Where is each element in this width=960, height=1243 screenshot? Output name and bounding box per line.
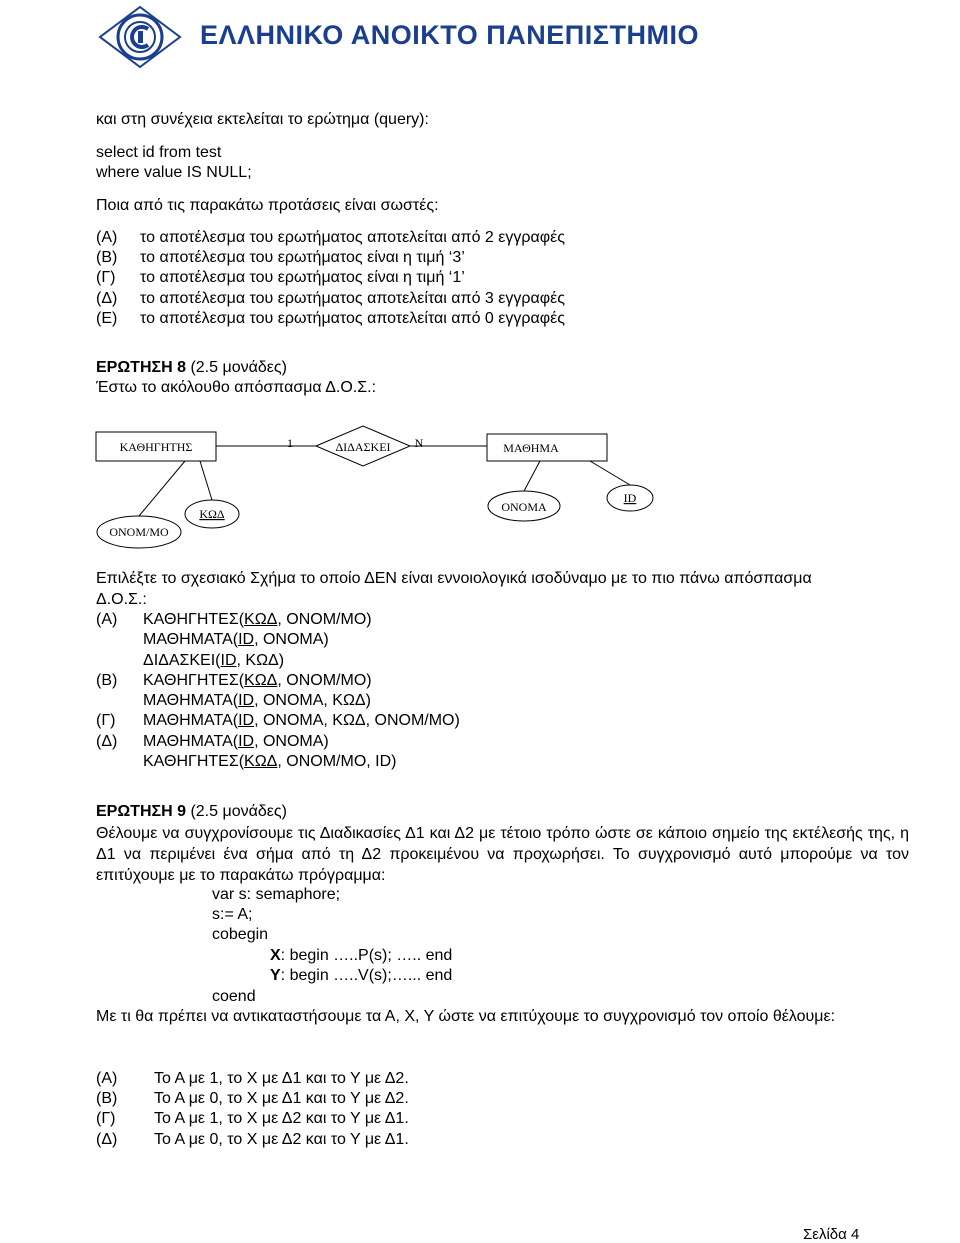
relation-schema: ΚΑΘΗΓΗΤΕΣ(ΚΩΔ, ΟΝΟΜ/ΜΟ): [143, 672, 372, 689]
option-label: (Δ): [96, 733, 118, 750]
code-line: var s: semaphore;: [212, 886, 341, 903]
relation-schema: ΜΑΘΗΜΑΤΑ(ID, ΟΝΟΜΑ): [143, 733, 329, 750]
option-label: (Δ): [96, 290, 118, 307]
option-label: (Γ): [96, 1110, 116, 1127]
option-label: (Δ): [96, 1131, 118, 1148]
option-text: Το Α με 0, το Χ με Δ2 και το Υ με Δ1.: [154, 1131, 409, 1148]
er-cardinality-label: N: [414, 436, 424, 450]
option-label: (Γ): [96, 269, 116, 286]
q8-prompt: Επιλέξτε το σχεσιακό Σχήμα το οποίο ΔΕΝ είναι εννοιολογικά ισοδύναμο με το πιο πάνω απόσπασμα: [96, 570, 812, 587]
q8-prompt-cont: Δ.Ο.Σ.:: [96, 591, 147, 608]
er-key-attribute-label: ΚΩΔ: [199, 507, 225, 521]
page-number: Σελίδα 4: [803, 1226, 860, 1243]
option-text: το αποτέλεσμα του ερωτήματος είναι η τιμή ‘1’: [140, 269, 465, 286]
option-label: (Γ): [96, 712, 116, 729]
option-text: Το Α με 0, το Χ με Δ1 και το Υ με Δ2.: [154, 1090, 409, 1107]
code-line: X: begin …..P(s); ….. end: [270, 947, 453, 964]
q8-intro: Έστω το ακόλουθο απόσπασμα Δ.Ο.Σ.:: [96, 379, 377, 396]
option-text: το αποτέλεσμα του ερωτήματος αποτελείται από 3 εγγραφές: [140, 290, 565, 307]
option-text: το αποτέλεσμα του ερωτήματος είναι η τιμή ‘3’: [140, 249, 465, 266]
university-logo-icon: [98, 5, 182, 75]
sql-line-2: where value IS NULL;: [96, 164, 252, 181]
relation-schema: ΚΑΘΗΓΗΤΕΣ(ΚΩΔ, ΟΝΟΜ/ΜΟ, ID): [143, 753, 397, 770]
question-text: Ποια από τις παρακάτω προτάσεις είναι σωστές:: [96, 197, 439, 214]
er-entity-label: ΚΑΘΗΓΗΤΗΣ: [119, 440, 193, 454]
option-text: Το Α με 1, το Χ με Δ2 και το Υ με Δ1.: [154, 1110, 409, 1127]
q8-heading-line: [96, 358, 287, 378]
er-attribute-label: ΟΝΟΜΑ: [501, 500, 547, 514]
er-relationship-label: ΔΙΔΑΣΚΕΙ: [335, 440, 391, 454]
intro-line: και στη συνέχεια εκτελείται το ερώτημα (query):: [96, 111, 429, 128]
q9-paragraph-2: Με τι θα πρέπει να αντικαταστήσουμε τα Α, Χ, Υ ώστε να επιτύχουμε το συγχρονισμό τον οποίο θέλουμε:: [96, 1008, 836, 1025]
code-line: Y: begin …..V(s);…... end: [270, 967, 453, 984]
q9-points: (2.5 μονάδες): [190, 803, 287, 820]
option-label: (Α): [96, 229, 118, 246]
option-label: (Α): [96, 611, 118, 628]
code-line: cobegin: [212, 926, 269, 943]
er-key-attribute-label: ID: [623, 491, 637, 505]
connector-line: [200, 461, 212, 500]
option-label: (Β): [96, 249, 118, 266]
relation-schema: ΜΑΘΗΜΑΤΑ(ID, ΟΝΟΜΑ): [143, 631, 329, 648]
relation-schema: ΔΙΔΑΣΚΕΙ(ID, ΚΩΔ): [143, 652, 285, 669]
relation-schema: ΚΑΘΗΓΗΤΕΣ(ΚΩΔ, ΟΝΟΜ/ΜΟ): [143, 611, 372, 628]
code-line: coend: [212, 988, 256, 1005]
header-title: ΕΛΛΗΝΙΚΟ ΑΝΟΙΚΤΟ ΠΑΝΕΠΙΣΤΗΜΙΟ: [200, 20, 699, 50]
option-label: (Α): [96, 1070, 118, 1087]
connector-line: [590, 461, 630, 485]
connector-line: [139, 461, 185, 516]
option-label: (Β): [96, 672, 118, 689]
er-entity-label: ΜΑΘΗΜΑ: [503, 441, 559, 455]
q8-points: (2.5 μονάδες): [190, 359, 287, 376]
q9-paragraph: Θέλουμε να συγχρονίσουμε τις Διαδικασίες Δ1 και Δ2 με τέτοιο τρόπο ώστε σε κάποιο σημείο της εκτέλεσής της, η Δ1 να περιμένει ένα σήμα από τη Δ2 προκειμένου να προχωρήσει. Το συγχρονισμό αυτό μπορούμε να τον επιτύχουμε με το παρακάτω πρόγραμμα:: [96, 825, 909, 884]
q9-heading-line: [96, 802, 287, 822]
option-text: το αποτέλεσμα του ερωτήματος αποτελείται από 0 εγγραφές: [140, 310, 565, 327]
option-label: (Β): [96, 1090, 118, 1107]
code-line: s:= A;: [212, 906, 253, 923]
sql-line-1: select id from test: [96, 144, 222, 161]
er-diagram: [0, 420, 960, 550]
er-cardinality-label: 1: [287, 436, 293, 450]
q9-heading: ΕΡΩΤΗΣΗ 9: [96, 803, 186, 820]
q8-heading: ΕΡΩΤΗΣΗ 8: [96, 359, 186, 376]
er-attribute-label: ΟΝΟΜ/ΜΟ: [109, 525, 169, 539]
option-label: (Ε): [96, 310, 118, 327]
option-text: Το Α με 1, το Χ με Δ1 και το Υ με Δ2.: [154, 1070, 409, 1087]
relation-schema: ΜΑΘΗΜΑΤΑ(ID, ΟΝΟΜΑ, ΚΩΔ): [143, 692, 371, 709]
connector-line: [524, 461, 540, 491]
option-text: το αποτέλεσμα του ερωτήματος αποτελείται από 2 εγγραφές: [140, 229, 565, 246]
relation-schema: ΜΑΘΗΜΑΤΑ(ID, ΟΝΟΜΑ, ΚΩΔ, ΟΝΟΜ/ΜΟ): [143, 712, 460, 729]
